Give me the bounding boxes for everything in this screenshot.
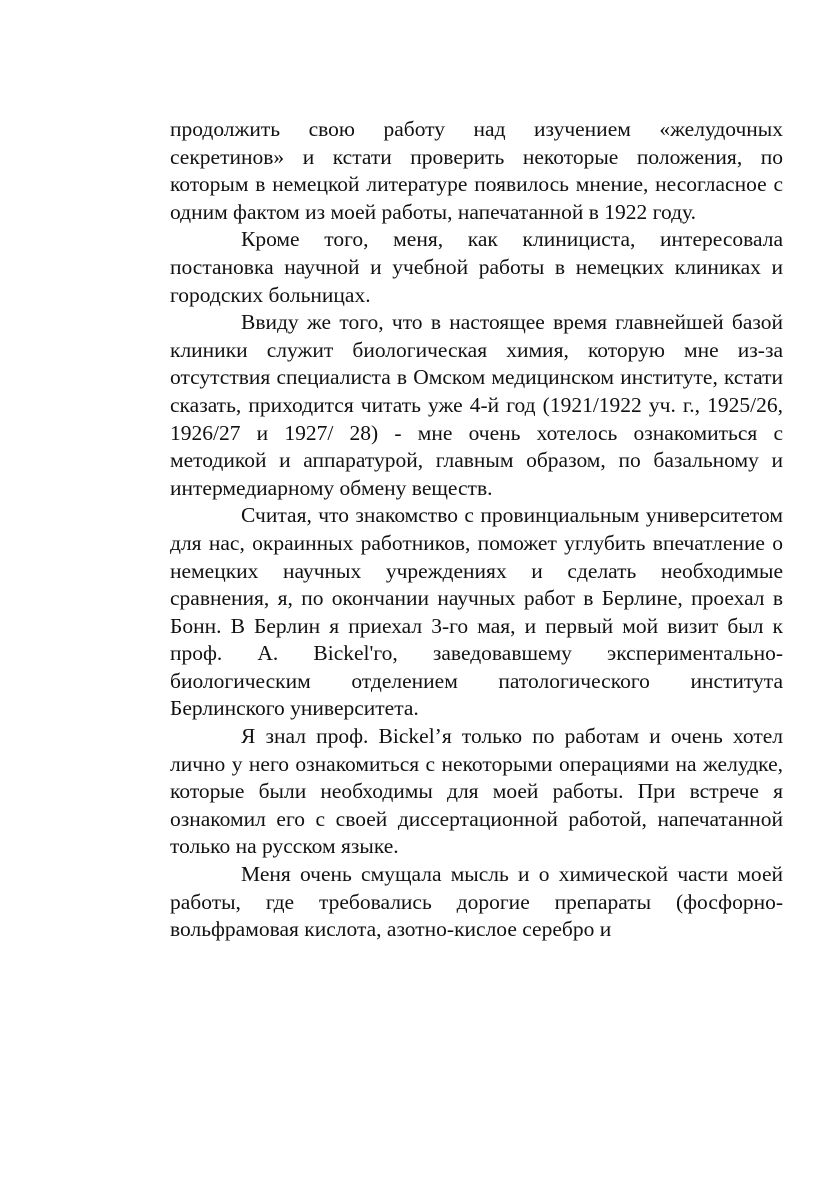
- paragraph-clinician-interest: Кроме того, меня, как клинициста, интересовала постановка научной и учебной работы в немецких клиниках и городских больницах.: [170, 227, 783, 307]
- paragraph-bickel: Я знал проф. Bickel’я только по работам и очень хотел лично у него ознакомиться с некоторыми операциями на желудке, которые были необходимы для моей работы. При встрече я ознакомил его с своей диссертационной работой, напечатанной только на русском языке.: [170, 724, 783, 859]
- paragraph-chemical-part: Меня очень смущала мысль и о химической части моей работы, где требовались дорогие препараты (фосфорно-вольфрамовая кислота, азотно-кислое серебро и: [170, 862, 783, 942]
- document-page: [170, 116, 783, 944]
- paragraph-biochemistry: Ввиду же того, что в настоящее время главнейшей базой клиники служит биологическая химия, которую мне из-за отсутствия специалиста в Омском медицинском институте, кстати сказать, приходится читать уже 4-й год (1921/1922 уч. г., 1925/26, 1926/27 и 1927/ 28) - мне очень хотелось ознакомиться с методикой и аппаратурой, главным образом, по базальному и интермедиарному обмену веществ.: [170, 310, 783, 500]
- paragraph-bonn-berlin: Считая, что знакомство с провинциальным университетом для нас, окраинных работников, поможет углубить впечатление о немецких научных учреждениях и сделать необходимые сравнения, я, по окончании научных работ в Берлине, проехал в Бонн. В Берлин я приехал 3-го мая, и первый мой визит был к проф. A. Bickel'го, заведовавшему экспериментально-биологическим отделением патологического института Берлинского университета.: [170, 503, 783, 721]
- paragraph-continuation: продолжить свою работу над изучением «желудочных секретинов» и кстати проверить некоторые положения, по которым в немецкой литературе появилось мнение, несогласное с одним фактом из моей работы, напечатанной в 1922 году.: [170, 117, 783, 224]
